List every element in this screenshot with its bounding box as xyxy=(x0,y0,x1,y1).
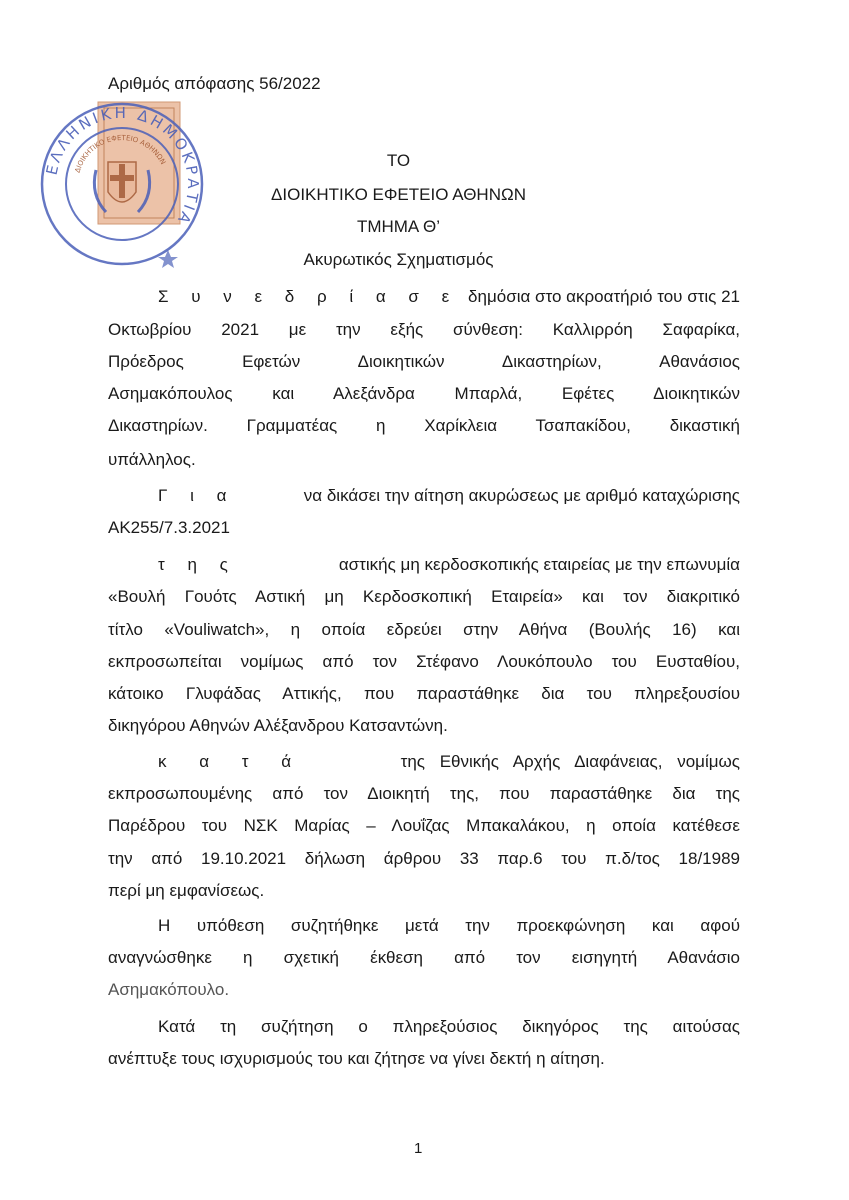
paragraph-applicant-line1: τ η ς αστικής μη κερδοσκοπικής εταιρείας με την επωνυμία xyxy=(158,555,740,574)
paragraph-hearing-line1: Η υπόθεση συζητήθηκε μετά την προεκφώνηση και αφού xyxy=(158,916,740,935)
decision-number: Αριθμός απόφασης 56/2022 xyxy=(108,74,321,93)
paragraph-application-line1: Γ ι α να δικάσει την αίτηση ακυρώσεως με αριθμό καταχώρισης xyxy=(158,486,740,505)
paragraph-respondent-line5: περί μη εμφανίσεως. xyxy=(108,881,265,900)
paragraph-respondent-line2: εκπροσωπουμένης από τον Διοικητή της, που παραστάθηκε δια της xyxy=(108,784,740,803)
paragraph-composition-line2: Οκτωβρίου 2021 με την εξής σύνθεση: Καλλιρρόη Σαφαρίκα, xyxy=(108,320,740,339)
paragraph-applicant-line5: κάτοικο Γλυφάδας Αττικής, που παραστάθηκε δια του πληρεξουσίου xyxy=(108,684,740,703)
official-seal-stamp xyxy=(38,100,206,268)
paragraph-composition-line1: Σ υ ν ε δ ρ ί α σ ε δημόσια στο ακροατήριό του στις 21 xyxy=(158,287,740,306)
paragraph-applicant-line3: τίτλο «Vouliwatch», η οποία εδρεύει στην Αθήνα (Βουλής 16) και xyxy=(108,620,740,639)
paragraph-application-line2: ΑΚ255/7.3.2021 xyxy=(108,518,230,537)
paragraph-applicant-line2: «Βουλή Γουότς Αστική μη Κερδοσκοπική Εταιρεία» και τον διακριτικό xyxy=(108,587,740,606)
paragraph-hearing-line2: αναγνώσθηκε η σχετική έκθεση από τον εισηγητή Αθανάσιο xyxy=(108,948,740,967)
page-number: 1 xyxy=(414,1140,423,1157)
header-court-name: ΔΙΟΙΚΗΤΙΚΟ ΕΦΕΤΕΙΟ ΑΘΗΝΩΝ xyxy=(271,185,526,204)
svg-text:ΔΙΟΙΚΗΤΙΚΟ ΕΦΕΤΕΙΟ ΑΘΗΝΩΝ: ΔΙΟΙΚΗΤΙΚΟ ΕΦΕΤΕΙΟ ΑΘΗΝΩΝ xyxy=(73,133,168,174)
paragraph-hearing-line3: Ασημακόπουλο. xyxy=(108,980,230,999)
paragraph-composition-line5: Δικαστηρίων. Γραμματέας η Χαρίκλεια Τσαπακίδου, δικαστική xyxy=(108,416,740,435)
paragraph-argument-line2: ανέπτυξε τους ισχυρισμούς του και ζήτησε να γίνει δεκτή η αίτηση. xyxy=(108,1049,605,1068)
header-article: ΤΟ xyxy=(386,151,411,170)
header-section: ΤΜΗΜΑ Θ’ xyxy=(356,217,441,236)
paragraph-respondent-line1: κ α τ ά της Εθνικής Αρχής Διαφάνειας, νομίμως xyxy=(158,752,740,771)
header-formation: Ακυρωτικός Σχηματισμός xyxy=(303,250,494,269)
paragraph-applicant-line4: εκπροσωπείται νομίμως από τον Στέφανο Λουκόπουλο του Ευσταθίου, xyxy=(108,652,740,671)
paragraph-applicant-line6: δικηγόρου Αθηνών Αλέξανδρου Κατσαντώνη. xyxy=(108,716,448,735)
paragraph-composition-line4: Ασημακόπουλος και Αλεξάνδρα Μπαρλά, Εφέτες Διοικητικών xyxy=(108,384,740,403)
paragraph-respondent-line3: Παρέδρου του ΝΣΚ Μαρίας – Λουΐζας Μπακαλάκου, η οποία κατέθεσε xyxy=(108,816,740,835)
paragraph-composition-line3: Πρόεδρος Εφετών Διοικητικών Δικαστηρίων, Αθανάσιος xyxy=(108,352,740,371)
paragraph-argument-line1: Κατά τη συζήτηση ο πληρεξούσιος δικηγόρος της αιτούσας xyxy=(158,1017,740,1036)
svg-text:ΕΛΛΗΝΙΚΗ ΔΗΜΟΚΡΑΤΙΑ: ΕΛΛΗΝΙΚΗ ΔΗΜΟΚΡΑΤΙΑ xyxy=(42,103,203,230)
paragraph-composition-line6: υπάλληλος. xyxy=(108,450,196,469)
paragraph-respondent-line4: την από 19.10.2021 δήλωση άρθρου 33 παρ.6 του π.δ/τος 18/1989 xyxy=(108,849,740,868)
